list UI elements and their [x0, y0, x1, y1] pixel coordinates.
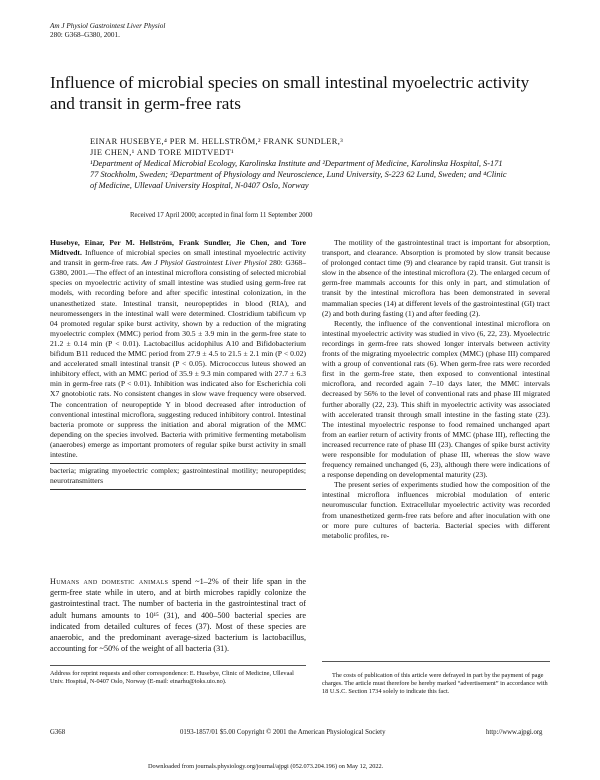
paragraph: The present series of experiments studied how the composition of the intestinal microflora influences microbial modulation of enteric neuromuscular function. Extracellular myoelectric activity was recorded from unanesthetized germ-free rats before and after inoculation with one or more pure cultures of bacteria. Bacterial species with different metabolic profiles, re-: [322, 480, 550, 540]
intro-lead: Humans and domestic animals: [50, 577, 169, 586]
introduction-right: [322, 238, 550, 541]
abstract-cite-authors: Husebye, Einar, Per M. Hellström, Frank Sundler, Jie Chen, and Tore Midtvedt.: [50, 238, 306, 258]
introduction-left: [50, 576, 306, 654]
page-number: G368: [50, 729, 66, 736]
received-dates: Received 17 April 2000; accepted in final form 11 September 2000: [130, 212, 313, 219]
intro-text: spend ~1–2% of their life span in the germ-free state while in utero, and at birth microbes rapidly colonize the gastrointestinal tract. The number of bacteria in the gastrointestinal tract of adult humans amounts to 10¹⁵ (31), and 400–500 bacterial species are indicated from detailed cultures of feces (37). Most of these species are anaerobic, and the predominant average-sized bacterium is lactobacillus, accounting for ~50% of the weight of all bacteria (31).: [50, 577, 307, 654]
keywords: bacteria; migrating myoelectric complex; gastrointestinal motility; neuropeptides; neurotransmitters: [50, 463, 306, 490]
cost-footnote-text: The costs of publication of this article were defrayed in part by the payment of page charges. The article must therefore be hereby marked “advertisement” in accordance with 18 U.S.C. Section 1734 solely to indicate this fact.: [322, 672, 548, 696]
author-names-line2: JIE CHEN,¹ AND TORE MIDTVEDT¹: [90, 148, 235, 157]
paragraph: Recently, the influence of the conventional intestinal microflora on intestinal myoelectric activity was studied in vivo (6, 22, 23). Myoelectric recordings in germ-free rats showed longer intervals between activity fronts of the migrating myoelectric complex (MMC) (phase III) compared with a group of conventional rats (6). When germ-free rats were recorded first in the germ-free state, then exposed to conventional intestinal microflora, and recorded again 7–10 days later, the MMC intervals decreased by 56% to the level of conventional rats and phase III migrated further aborally (22, 23). This shift in myoelectric activity was associated with accelerated transit through small intestine in the fasting state (23). The intestinal myoelectric response to food remained unchanged apart from an earlier return of activity fronts of MMC (phase III), reflecting the increased recurrence rate of phase III (23). Changes of spike burst activity were responsible for modulation of phase III, whereas the slow wave frequency remained unchanged (6, 23), although there were indications of a response depending on developmental maturity (23).: [322, 318, 550, 480]
journal-header: [50, 22, 165, 40]
abstract-cite-title: Influence of microbial species on small intestinal myoelectric activity and transit in germ-free rats.: [50, 248, 306, 268]
affiliations: ¹Department of Medical Microbial Ecology, Karolinska Institute and ²Department of Medicine, Karolinska Hospital, S-171 77 Stockholm, Sweden; ³Department of Physiology and Neuroscience, Lund University, S-223 62 Lund, Sweden; and ⁴Clinic of Medicine, Ullevaal University Hospital, N-0407 Oslo, Norway: [90, 159, 507, 190]
article-title: Influence of microbial species on small intestinal myoelectric activity and transit in germ-free rats: [50, 73, 530, 113]
abstract-cite-journal: Am J Physiol Gastrointest Liver Physiol: [141, 258, 267, 268]
author-block: [90, 136, 510, 191]
author-names-line1: EINAR HUSEBYE,⁴ PER M. HELLSTRÖM,² FRANK SUNDLER,³: [90, 137, 344, 146]
paragraph: The motility of the gastrointestinal tract is important for absorption, transport, and clearance. Absorption is promoted by slow transit because of prolonged contact time (9) and clearance by rapid transit. Gut transit is slow in the absence of the intestinal microflora (2). The enlarged cecum of germ-free mammals accounts for this only in part, and stimulation of transit by the intestinal microflora has been demonstrated in several mammalian species (14) at different levels of the gastrointestinal (GI) tract (2) and both during fasting (1) and after feeding (2).: [322, 238, 550, 318]
cost-footnote: [322, 661, 550, 703]
copyright-line: 0193-1857/01 $5.00 Copyright © 2001 the American Physiological Society: [180, 729, 386, 736]
journal-citation: 280: G368–G380, 2001.: [50, 31, 120, 39]
download-notice: Downloaded from journals.physiology.org/journal/ajpgi (052.073.204.196) on May 12, 2022.: [148, 763, 384, 770]
abstract-column: [50, 238, 306, 490]
abstract-cite-pages: 280: G368–G380, 2001.—: [50, 258, 307, 278]
abstract: [50, 238, 306, 460]
journal-name: Am J Physiol Gastrointest Liver Physiol: [50, 22, 166, 30]
journal-url[interactable]: http://www.ajpgi.org: [486, 729, 543, 736]
abstract-body: The effect of an intestinal microflora consisting of selected microbial species on myoelectric activity of small intestine was studied using germ-free rat models, with recording before and after specific intestinal colonization, in the unanesthetized state. Intestinal transit, neuropeptides in blood (RIA), and neuromessengers in the intestinal wall were determined. Clostridium tabificum vp 04 promoted regular spike burst activity, shown by a reduction of the migrating myoelectric complex (MMC) period from 30.5 ± 3.9 min in the germ-free state to 21.2 ± 0.14 min (P < 0.01). Lactobacillus acidophilus A10 and Bifidobacterium bifidum B11 reduced the MMC period from 27.9 ± 4.5 to 21.5 ± 2.1 min (P < 0.02) and accelerated small intestinal transit (P < 0.05). Micrococcus luteus showed an inhibitory effect, with an MMC period of 35.9 ± 9.3 min compared with 27.7 ± 6.3 min in germ-free rats (P < 0.01). Inhibition was indicated also for Escherichia coli X7 gnotobiotic rats. No consistent changes in slow wave frequency were observed. The concentration of neuropeptide Y in blood decreased after introduction of conventional intestinal microflora, suggesting reduced inhibitory control. Intestinal bacteria promote or suppress the initiation and aboral migration of the MMC depending on the species involved. Bacteria with primitive fermenting metabolism (anaerobes) emerge as important promoters of regular spike burst activity in small intestine.: [50, 268, 306, 459]
correspondence-footnote: Address for reprint requests and other correspondence: E. Husebye, Clinic of Medicine, Ullevaal Univ. Hospital, N-0407 Oslo, Norway (E-mail: einarhu@ioks.uio.no).: [50, 665, 306, 686]
